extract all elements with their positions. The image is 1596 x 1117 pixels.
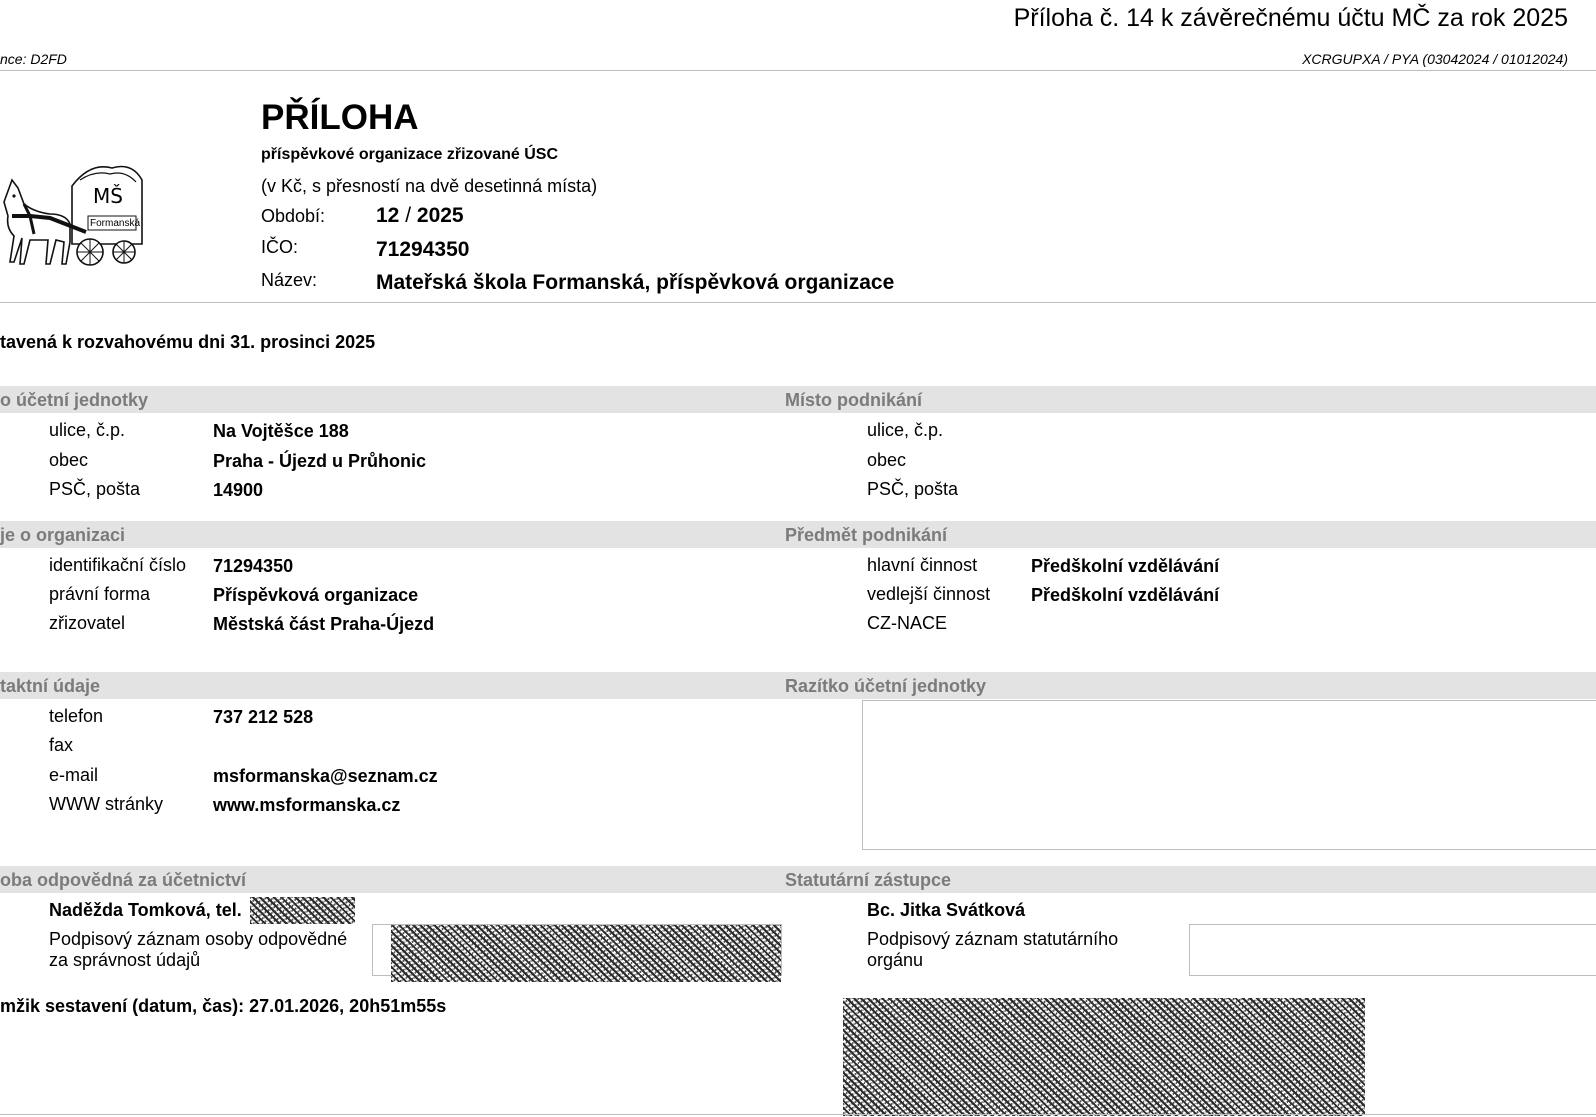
header-divider bbox=[0, 70, 1596, 71]
balance-date: tavená k rozvahovému dni 31. prosinci 2025 bbox=[0, 332, 376, 352]
period-separator: / bbox=[405, 204, 412, 227]
section-title-seat: o účetní jednotky bbox=[0, 390, 149, 410]
seat-street-label: ulice, č.p. bbox=[49, 420, 126, 440]
section-title-contact: taktní údaje bbox=[0, 676, 101, 696]
document-code-right: XCRGUPXA / PYA (03042024 / 01012024) bbox=[1302, 51, 1568, 67]
document-code-left: nce: D2FD bbox=[0, 51, 67, 67]
page-title: Příloha č. 14 k závěrečnému účtu MČ za rok 2025 bbox=[1013, 4, 1568, 32]
ico-value: 71294350 bbox=[376, 238, 470, 261]
name-label: Název: bbox=[261, 270, 318, 290]
statutory-signature-label-1: Podpisový záznam statutárního bbox=[867, 929, 1119, 949]
school-logo bbox=[0, 158, 150, 270]
section-band-organization bbox=[0, 521, 1596, 548]
statutory-signature-label-2: orgánu bbox=[867, 950, 924, 970]
section-title-statutory: Statutární zástupce bbox=[785, 870, 952, 890]
phone-label: telefon bbox=[49, 706, 104, 726]
section-band-contact bbox=[0, 672, 1596, 699]
fax-label: fax bbox=[49, 735, 74, 755]
statutory-name: Bc. Jitka Svátková bbox=[867, 900, 1026, 920]
accountant-signature-label-2: za správnost údajů bbox=[49, 950, 201, 970]
stamp-box bbox=[862, 700, 1596, 850]
statutory-signature-box bbox=[1189, 924, 1596, 976]
email-label: e-mail bbox=[49, 765, 99, 785]
seat-city-value: Praha - Újezd u Průhonic bbox=[213, 451, 427, 471]
seat-postcode-value: 14900 bbox=[213, 480, 264, 500]
org-legal-form-label: právní forma bbox=[49, 584, 151, 604]
website-label: WWW stránky bbox=[49, 794, 163, 814]
logo-text-bottom: Formanská bbox=[90, 218, 141, 229]
phone-value: 737 212 528 bbox=[213, 707, 314, 727]
ico-label: IČO: bbox=[261, 237, 299, 257]
org-founder-value: Městská část Praha-Újezd bbox=[213, 614, 435, 634]
footer-divider bbox=[0, 1114, 1596, 1115]
section-title-business-subject: Předmět podnikání bbox=[785, 525, 948, 545]
secondary-activity-label: vedlejší činnost bbox=[867, 584, 991, 604]
accountant-signature-label-1: Podpisový záznam osoby odpovědné bbox=[49, 929, 348, 949]
period-month: 12 bbox=[376, 204, 400, 227]
seat-postcode-label: PSČ, pošta bbox=[49, 479, 141, 499]
main-activity-label: hlavní činnost bbox=[867, 555, 978, 575]
accountant-signature-image bbox=[391, 925, 781, 982]
section-title-accountant: oba odpovědná za účetnictví bbox=[0, 870, 247, 890]
section-title-stamp: Razítko účetní jednotky bbox=[785, 676, 987, 696]
organization-name: Mateřská škola Formanská, příspěvková organizace bbox=[376, 271, 895, 294]
accountant-name: Naděžda Tomková, tel. bbox=[49, 900, 242, 920]
period-label: Období: bbox=[261, 206, 326, 226]
cz-nace-label: CZ-NACE bbox=[867, 613, 947, 633]
email-value: msformanska@seznam.cz bbox=[213, 766, 438, 786]
heading-divider bbox=[0, 302, 1596, 303]
seat-street-value: Na Vojtěšce 188 bbox=[213, 421, 349, 441]
barcode-image bbox=[843, 998, 1365, 1116]
main-activity-value: Předškolní vzdělávání bbox=[1031, 556, 1220, 576]
document-subheading: příspěvkové organizace zřizované ÚSC bbox=[261, 146, 558, 163]
website-value: www.msformanska.cz bbox=[213, 795, 401, 815]
units-note: (v Kč, s přesností na dvě desetinná místa) bbox=[261, 176, 598, 196]
document-heading: PŘÍLOHA bbox=[261, 98, 419, 137]
business-city-label: obec bbox=[867, 450, 907, 470]
org-id-label: identifikační číslo bbox=[49, 555, 187, 575]
seat-city-label: obec bbox=[49, 450, 89, 470]
business-postcode-label: PSČ, pošta bbox=[867, 479, 959, 499]
logo-text-top: MŠ bbox=[93, 184, 123, 208]
org-id-value: 71294350 bbox=[213, 556, 294, 576]
period-year: 2025 bbox=[416, 204, 464, 227]
redacted-phone bbox=[250, 897, 355, 924]
org-founder-label: zřizovatel bbox=[49, 613, 126, 633]
section-title-organization: je o organizaci bbox=[0, 525, 126, 545]
org-legal-form-value: Příspěvková organizace bbox=[213, 585, 419, 605]
secondary-activity-value: Předškolní vzdělávání bbox=[1031, 585, 1220, 605]
section-band-signatures bbox=[0, 866, 1596, 893]
compiled-timestamp: mžik sestavení (datum, čas): 27.01.2026, 20h51m55s bbox=[0, 996, 447, 1016]
period-value bbox=[376, 204, 464, 228]
section-band-seat bbox=[0, 386, 1596, 413]
horse-wagon-icon bbox=[0, 158, 150, 270]
section-title-business-place: Místo podnikání bbox=[785, 390, 922, 410]
business-street-label: ulice, č.p. bbox=[867, 420, 944, 440]
